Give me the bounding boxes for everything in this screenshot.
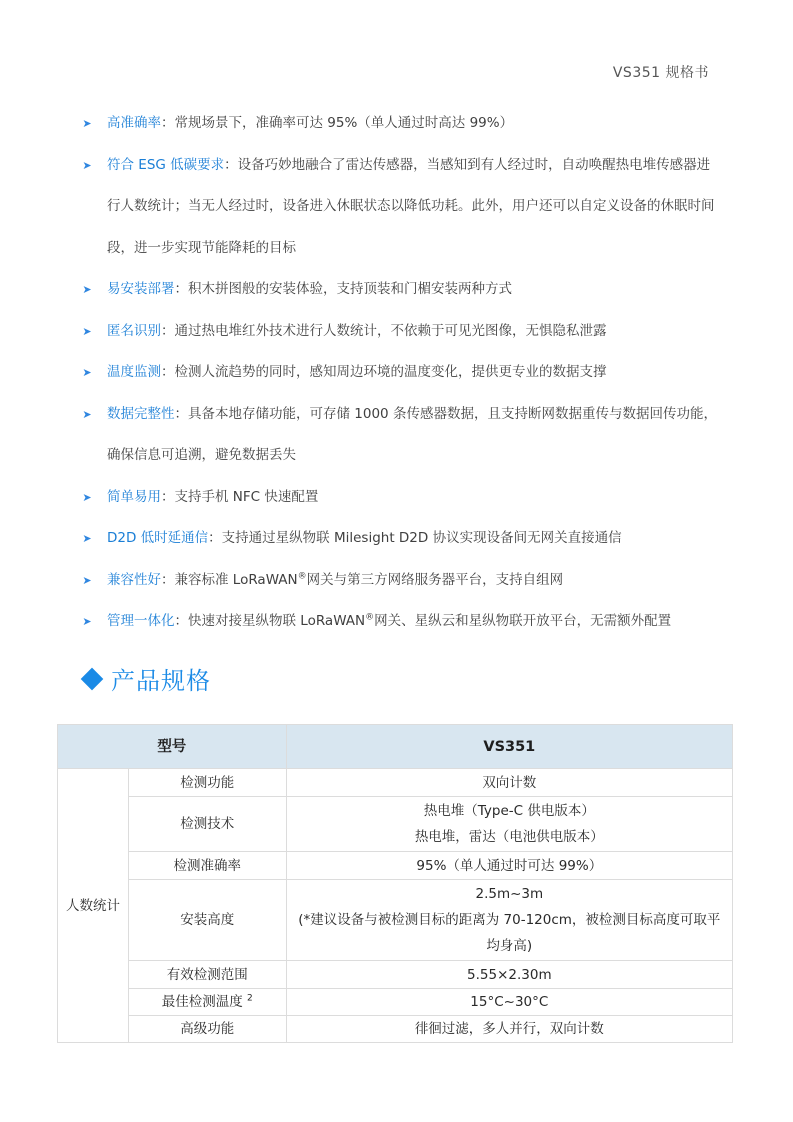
table-header-row	[58, 725, 733, 769]
arrow-bullet-icon: ➤	[82, 117, 92, 130]
feature-text: 通过热电堆红外技术进行人数统计，不依赖于可见光图像，无惧隐私泄露	[174, 322, 607, 339]
table-row	[58, 769, 733, 797]
table-row	[58, 1016, 733, 1043]
feature-separator: ：	[208, 530, 222, 546]
feature-label: D2D 低时延通信	[107, 530, 209, 546]
feature-text: 设备巧妙地融合了雷达传感器，当感知到有人经过时，自动唤醒热电堆传感器进行人数统计；当无人经过时，设备进入休眠状态以降低功耗。此外，用户还可以自定义设备的休眠时间段，进一步实现节能降耗的目标	[107, 156, 715, 256]
arrow-bullet-icon: ➤	[82, 490, 92, 504]
spec-name-cell: 检测功能	[128, 769, 286, 797]
arrow-bullet-icon: ➤	[82, 615, 92, 628]
registered-mark: ®	[365, 612, 375, 623]
group-cell: 人数统计	[58, 769, 129, 1043]
registered-mark: ®	[297, 571, 307, 581]
spec-value-cell: 双向计数	[286, 769, 732, 797]
spec-value-cell: 5.55×2.30m	[286, 961, 732, 989]
feature-separator: ：	[161, 115, 175, 131]
table-row	[58, 989, 733, 1016]
feature-label: 易安装部署	[107, 281, 175, 297]
spec-table	[57, 724, 733, 1043]
feature-item	[80, 311, 720, 353]
feature-label: 简单易用	[107, 488, 161, 505]
section-title: 产品规格	[111, 667, 211, 695]
table-row	[58, 880, 733, 961]
footnote-marker: 2	[247, 993, 253, 1004]
table-row	[58, 797, 733, 852]
spec-value-line: 2.5m~3m	[475, 886, 544, 902]
spec-value-cell: 95%（单人通过时可达 99%）	[286, 852, 732, 880]
feature-item	[80, 103, 720, 145]
header-value-cell: VS351	[286, 725, 732, 769]
spec-name-cell: 有效检测范围	[128, 961, 286, 989]
spec-value-cell: 15°C~30°C	[286, 989, 732, 1016]
spec-name-cell	[128, 989, 286, 1016]
feature-label: 温度监测	[107, 364, 161, 380]
feature-text: 积木拼图般的安装体验，支持顶装和门楣安装两种方式	[188, 281, 512, 297]
feature-label: 兼容性好	[107, 571, 161, 588]
spec-name-cell: 检测技术	[128, 797, 286, 852]
arrow-bullet-icon: ➤	[82, 158, 92, 172]
feature-label: 高准确率	[107, 115, 161, 131]
feature-item	[80, 145, 720, 270]
feature-label: 管理一体化	[107, 613, 175, 629]
feature-text: 检测人流趋势的同时，感知周边环境的温度变化，提供更专业的数据支撑	[174, 364, 607, 380]
feature-separator: ：	[174, 281, 188, 297]
feature-separator: ：	[174, 613, 188, 629]
diamond-icon	[81, 667, 104, 690]
arrow-bullet-icon: ➤	[82, 283, 92, 296]
spec-value-note: (*建议设备与被检测目标的距离为 70-120cm，被检测目标高度可取平均身高)	[298, 912, 721, 954]
feature-text: 支持手机 NFC 快速配置	[174, 488, 319, 505]
feature-text: 兼容标准 LoRaWAN	[174, 571, 298, 588]
feature-text: 网关、星纵云和星纵物联开放平台，无需额外配置	[374, 613, 672, 629]
document-header-title: VS351 规格书	[612, 65, 709, 81]
spec-value-line: 热电堆，雷达（电池供电版本）	[414, 829, 604, 845]
feature-label: 匿名识别	[107, 322, 161, 339]
spec-name-cell: 安装高度	[128, 880, 286, 961]
spec-name-text: 最佳检测温度	[161, 994, 243, 1010]
spec-value-cell: 徘徊过滤，多人并行，双向计数	[286, 1016, 732, 1043]
feature-item	[80, 601, 720, 643]
feature-item	[80, 269, 720, 311]
feature-separator: ：	[161, 364, 175, 380]
table-row	[58, 852, 733, 880]
table-row	[58, 961, 733, 989]
feature-text: 具备本地存储功能，可存储 1000 条传感器数据，且支持断网数据重传与数据回传功能，确保信息可追溯，避免数据丢失	[107, 405, 717, 463]
arrow-bullet-icon: ➤	[82, 573, 92, 587]
spec-name-cell: 高级功能	[128, 1016, 286, 1043]
feature-separator: ：	[224, 156, 238, 173]
feature-item	[80, 352, 720, 394]
arrow-bullet-icon: ➤	[82, 324, 92, 338]
feature-list	[80, 103, 720, 643]
arrow-bullet-icon: ➤	[82, 366, 92, 379]
feature-text: 网关与第三方网络服务器平台，支持自组网	[306, 571, 564, 588]
feature-separator: ：	[161, 322, 175, 339]
feature-text: 快速对接星纵物联 LoRaWAN	[188, 613, 366, 629]
section-heading	[80, 661, 211, 696]
spec-name-cell: 检测准确率	[128, 852, 286, 880]
spec-value-cell	[286, 797, 732, 852]
arrow-bullet-icon: ➤	[82, 532, 92, 545]
spec-value-line: 热电堆（Type-C 供电版本）	[423, 803, 595, 819]
arrow-bullet-icon: ➤	[82, 407, 92, 421]
feature-item	[80, 477, 720, 519]
feature-item	[80, 518, 720, 560]
feature-label: 数据完整性	[107, 405, 175, 422]
feature-label: 符合 ESG 低碳要求	[107, 156, 225, 173]
feature-text: 支持通过星纵物联 Milesight D2D 协议实现设备间无网关直接通信	[221, 530, 622, 546]
header-model-cell: 型号	[58, 725, 287, 769]
feature-separator: ：	[161, 571, 175, 588]
feature-item	[80, 394, 720, 477]
feature-item	[80, 560, 720, 602]
feature-text: 常规场景下，准确率可达 95%（单人通过时高达 99%）	[174, 115, 514, 131]
feature-separator: ：	[174, 405, 188, 422]
spec-value-cell	[286, 880, 732, 961]
feature-separator: ：	[161, 488, 175, 505]
